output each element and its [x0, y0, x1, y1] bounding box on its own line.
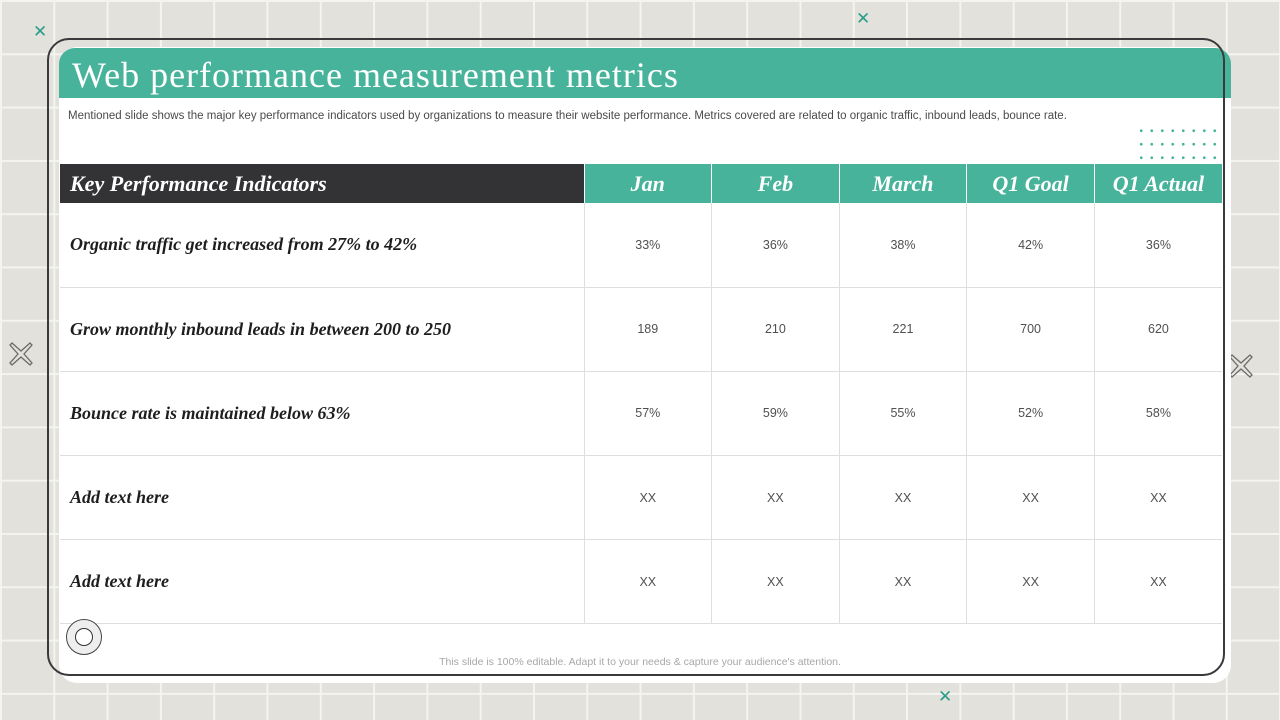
- kpi-label: Bounce rate is maintained below 63%: [60, 371, 584, 455]
- footer-note: This slide is 100% editable. Adapt it to your needs & capture your audience's attention.: [439, 656, 841, 668]
- kpi-label: Grow monthly inbound leads in between 200 to 250: [60, 287, 584, 371]
- table-row: [60, 287, 1222, 371]
- table-header-row: [60, 164, 1222, 203]
- table-cell: 700: [967, 287, 1095, 371]
- table-cell: XX: [967, 456, 1095, 540]
- table-cell: XX: [712, 540, 840, 624]
- table-cell: 36%: [1094, 203, 1222, 287]
- column-header-q1-actual: Q1 Actual: [1094, 164, 1222, 203]
- table-cell: XX: [1094, 456, 1222, 540]
- slide-description: Mentioned slide shows the major key performance indicators used by organizations to measure their website performance. Metrics covered are related to organic traffic, inbound leads, bounce rate.: [68, 110, 1067, 122]
- ring-icon: [66, 619, 102, 655]
- cross-icon: ✕: [938, 687, 953, 707]
- page-title: Web performance measurement metrics: [72, 55, 679, 95]
- table-cell: 36%: [712, 203, 840, 287]
- table-row: [60, 456, 1222, 540]
- table-cell: 189: [584, 287, 712, 371]
- table-cell: 33%: [584, 203, 712, 287]
- column-header-feb: Feb: [712, 164, 840, 203]
- column-header-q1-goal: Q1 Goal: [967, 164, 1095, 203]
- table-row: [60, 203, 1222, 287]
- table-cell: 221: [839, 287, 967, 371]
- kpi-label: Organic traffic get increased from 27% to 42%: [60, 203, 584, 287]
- table-cell: XX: [712, 456, 840, 540]
- table-row: [60, 540, 1222, 624]
- table-cell: XX: [1094, 540, 1222, 624]
- cross-icon: ✕: [33, 22, 48, 42]
- table-cell: 59%: [712, 371, 840, 455]
- dot-grid-icon: [1136, 124, 1222, 160]
- outline-cross-icon: [8, 341, 34, 367]
- column-header-kpi: Key Performance Indicators: [60, 164, 584, 203]
- table-cell: 52%: [967, 371, 1095, 455]
- table-cell: XX: [584, 540, 712, 624]
- table-cell: XX: [839, 540, 967, 624]
- table-cell: 42%: [967, 203, 1095, 287]
- table-cell: 57%: [584, 371, 712, 455]
- table-cell: XX: [967, 540, 1095, 624]
- table-cell: 620: [1094, 287, 1222, 371]
- table-cell: 210: [712, 287, 840, 371]
- kpi-label: Add text here: [60, 540, 584, 624]
- table-cell: XX: [584, 456, 712, 540]
- column-header-jan: Jan: [584, 164, 712, 203]
- table-cell: XX: [839, 456, 967, 540]
- kpi-table: [60, 164, 1222, 624]
- outline-cross-icon: [1228, 353, 1254, 379]
- kpi-label: Add text here: [60, 456, 584, 540]
- table-cell: 55%: [839, 371, 967, 455]
- cross-icon: ✕: [856, 9, 871, 29]
- table-cell: 38%: [839, 203, 967, 287]
- table-row: [60, 371, 1222, 455]
- table-cell: 58%: [1094, 371, 1222, 455]
- column-header-march: March: [839, 164, 967, 203]
